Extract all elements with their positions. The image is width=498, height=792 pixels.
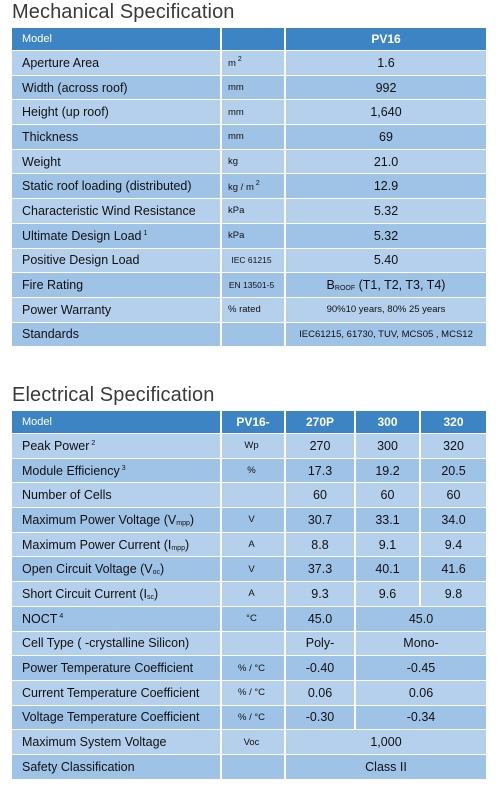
spec-value-270p: -0.40 [286,656,356,681]
spec-value: 33.1 [356,508,421,533]
header-model-label: Model [12,411,222,434]
table-row [12,100,486,125]
table-row [12,656,486,681]
spec-value-270p: 45.0 [286,607,356,632]
spec-label-text: Height (up roof) [22,105,109,120]
footnote-marker: 2 [255,179,260,187]
subscript: mpp [171,544,185,552]
spec-label [12,557,222,582]
spec-value: 40.1 [356,557,421,582]
spec-label [12,656,222,681]
spec-label-end: ) [160,562,165,577]
spec-label [12,199,222,224]
spec-value: 34.0 [421,508,486,533]
table-row [12,557,486,582]
spec-label-text: Standards [22,327,79,342]
spec-label [12,755,222,780]
spec-value-270p: -0.30 [286,706,356,731]
spec-label-text: Maximum System Voltage [22,735,167,750]
subscript: sc [147,593,155,601]
spec-unit-text: A [248,588,255,600]
spec-unit [222,434,286,459]
spec-label [12,174,222,199]
header-model-320: 320 [421,411,486,434]
spec-unit [222,557,286,582]
spec-value [286,298,486,323]
spec-label [12,681,222,706]
spec-label [12,51,222,76]
spec-label-text: Power Temperature Coefficient [22,661,194,676]
spec-value: 9.8 [421,582,486,607]
spec-unit [222,533,286,558]
table-row [12,323,486,348]
spec-unit-text: kPa [228,230,245,242]
spec-unit [222,51,286,76]
spec-label [12,150,222,175]
spec-label [12,125,222,150]
spec-label [12,632,222,657]
footnote-marker: 1 [143,229,148,237]
spec-value [286,125,486,150]
spec-unit-text: V [248,563,255,575]
spec-value-text: 12.9 [373,179,399,194]
spec-unit-text: °C [246,613,257,625]
spec-label-text: Thickness [22,129,79,144]
spec-label-text: Aperture Area [22,55,100,70]
spec-label [12,706,222,731]
spec-unit-text: kPa [228,205,245,217]
spec-label [12,582,222,607]
spec-label [12,508,222,533]
header-model-value: PV16 [286,28,486,51]
spec-label-end: ) [154,586,159,601]
spec-value: 60 [356,483,421,508]
spec-unit [222,273,286,298]
table-row [12,174,486,199]
spec-value-mono: 45.0 [356,607,486,632]
header-unit-cell [222,28,286,51]
table-row [12,434,486,459]
spec-value: 9.1 [356,533,421,558]
spec-unit-text: Wp [244,440,259,452]
spec-value: 270 [286,434,356,459]
spec-value-text: IEC61215, 61730, TUV, MCS05 , MCS12 [299,328,473,340]
table-row [12,582,486,607]
spec-unit [222,706,286,731]
spec-unit-text: mm [228,131,244,143]
fire-rating-class: B [326,278,335,293]
spec-value-text: 5.32 [373,228,399,243]
spec-value-mono: Mono- [356,632,486,657]
spec-label [12,298,222,323]
spec-value-270p: Poly- [286,632,356,657]
spec-label [12,533,222,558]
spec-unit [222,323,286,348]
spec-label-text: Number of Cells [22,488,112,503]
spec-unit [222,755,286,780]
spec-value: 30.7 [286,508,356,533]
spec-unit [222,607,286,632]
spec-unit-text: Voc [243,736,260,748]
spec-unit [222,582,286,607]
spec-label [12,483,222,508]
spec-value-mono: -0.34 [356,706,486,731]
subscript: mpp [176,519,190,527]
spec-value: 20.5 [421,459,486,484]
spec-value-text: 1,640 [370,105,402,120]
spec-unit-text: % / °C [237,711,266,723]
spec-value [286,224,486,249]
spec-value: 60 [421,483,486,508]
spec-label [12,323,222,348]
spec-unit [222,100,286,125]
spec-unit [222,483,286,508]
spec-value-all: Class II [286,755,486,780]
spec-label-text: NOCT [22,611,58,626]
spec-value: 9.4 [421,533,486,558]
spec-label [12,434,222,459]
spec-label-text: Module Efficiency [22,463,120,478]
header-model-prefix: PV16- [222,411,286,434]
spec-value-text: 992 [375,80,397,95]
spec-unit [222,125,286,150]
spec-value-text: 90%10 years, 80% 25 years [326,304,446,316]
spec-label-text: Width (across roof) [22,80,128,95]
spec-unit-text: kg / m [228,181,254,193]
spec-label-text: Static roof loading (distributed) [22,179,192,194]
spec-label-text: Voltage Temperature Coefficient [22,710,200,725]
spec-value-text: 1.6 [377,55,395,70]
spec-unit [222,459,286,484]
header-model-270p: 270P [286,411,356,434]
fire-rating-tests: (T1, T2, T3, T4) [355,278,446,293]
spec-value: 300 [356,434,421,459]
spec-value: 41.6 [421,557,486,582]
spec-unit-text: V [248,514,255,526]
spec-value-text: 5.32 [373,203,399,218]
spec-unit-text: % rated [228,304,261,316]
spec-value [286,323,486,348]
table-row [12,533,486,558]
table-row [12,681,486,706]
subscript: oc [152,569,161,577]
spec-value: 9.3 [286,582,356,607]
spec-unit-text: IEC 61215 [231,255,272,266]
spec-unit-text: % / °C [237,662,266,674]
header-model-300: 300 [356,411,421,434]
footnote-marker: 2 [91,439,96,447]
spec-label-text: Open Circuit Voltage (V [22,562,153,577]
table-row [12,508,486,533]
spec-unit [222,656,286,681]
spec-label-end: ) [189,512,195,527]
footnote-marker: 2 [237,56,242,64]
table-row [12,632,486,657]
spec-unit [222,150,286,175]
spec-value [286,51,486,76]
spec-value [286,150,486,175]
spec-label [12,76,222,101]
spec-unit-text: kg [228,156,239,168]
spec-value-text: 21.0 [373,154,399,169]
spec-label-text: Weight [22,154,61,169]
spec-label [12,224,222,249]
spec-label [12,607,222,632]
mechanical-section-title: Mechanical Specification [12,1,235,23]
spec-label-text: Current Temperature Coefficient [22,685,200,700]
table-row [12,607,486,632]
spec-label-text: Ultimate Design Load [22,228,142,243]
spec-label-text: Characteristic Wind Resistance [22,203,196,218]
spec-unit-text: mm [228,82,244,94]
spec-unit [222,76,286,101]
spec-value: 17.3 [286,459,356,484]
spec-label-text: Peak Power [22,438,90,453]
spec-label-text: Cell Type ( -crystalline Silicon) [22,636,190,651]
spec-value-all: 1,000 [286,730,486,755]
spec-unit [222,298,286,323]
spec-label-text: Maximum Power Current (I [22,537,172,552]
table-row [12,125,486,150]
spec-label-text: Power Warranty [22,302,112,317]
spec-label-end: ) [184,537,190,552]
footnote-marker: 3 [121,464,126,472]
footnote-marker: 4 [59,612,64,620]
spec-value: 19.2 [356,459,421,484]
electrical-header-row [12,411,486,434]
spec-unit-text: m [228,58,236,70]
mechanical-header-row [12,28,486,51]
spec-unit [222,730,286,755]
spec-value-text: 69 [379,129,393,144]
table-row [12,483,486,508]
spec-unit-text: A [248,539,255,551]
spec-value [286,249,486,274]
spec-value [286,199,486,224]
spec-label [12,459,222,484]
electrical-section-title: Electrical Specification [12,384,215,406]
table-row [12,249,486,274]
spec-unit [222,249,286,274]
spec-unit [222,508,286,533]
spec-label-text: Safety Classification [22,759,135,774]
table-row [12,730,486,755]
spec-label [12,100,222,125]
spec-value [286,273,486,298]
spec-value-mono: -0.45 [356,656,486,681]
table-row [12,224,486,249]
electrical-spec-table [12,411,486,780]
table-row [12,755,486,780]
spec-value-mono: 0.06 [356,681,486,706]
spec-value: 60 [286,483,356,508]
header-model-label: Model [12,28,222,51]
subscript: ROOF [334,285,356,293]
spec-value [286,100,486,125]
spec-value: 320 [421,434,486,459]
spec-unit [222,174,286,199]
mechanical-spec-table [12,28,486,347]
spec-unit [222,632,286,657]
spec-value [286,76,486,101]
spec-value [286,174,486,199]
spec-label [12,273,222,298]
spec-label [12,730,222,755]
table-row [12,459,486,484]
spec-value-270p: 0.06 [286,681,356,706]
spec-label [12,249,222,274]
spec-label-text: Positive Design Load [22,253,140,268]
spec-unit-text: mm [228,106,244,118]
table-row [12,273,486,298]
spec-value: 8.8 [286,533,356,558]
spec-unit [222,199,286,224]
spec-value: 9.6 [356,582,421,607]
spec-value: 37.3 [286,557,356,582]
table-row [12,706,486,731]
spec-label-text: Fire Rating [22,278,84,293]
spec-unit [222,681,286,706]
spec-label-text: Short Circuit Current (I [22,586,148,601]
spec-unit-text: % [247,465,256,477]
spec-label-text: Maximum Power Voltage (V [22,512,177,527]
spec-unit-text: % / °C [237,687,266,699]
spec-value-text: 5.40 [373,253,399,268]
table-row [12,199,486,224]
spec-unit-text: EN 13501-5 [228,280,275,291]
spec-unit [222,224,286,249]
table-row [12,76,486,101]
table-row [12,51,486,76]
table-row [12,150,486,175]
table-row [12,298,486,323]
